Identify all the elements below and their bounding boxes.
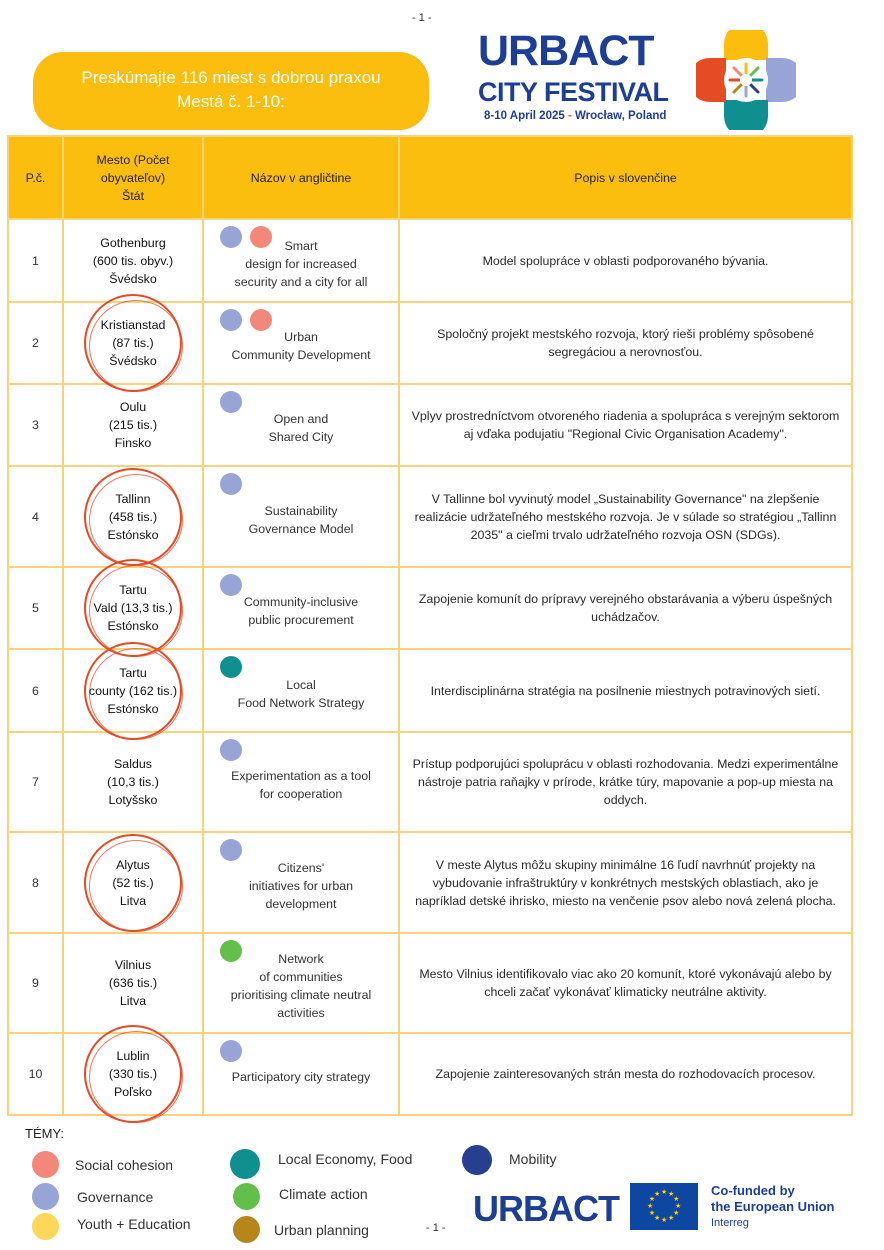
header-pc: P.č. [8,136,63,219]
city-line: (636 tis.) [108,976,158,990]
city-line: Litva [119,893,147,908]
city-line: Gothenburg [100,235,166,250]
legend-label: Governance [77,1189,154,1205]
description-cell: Interdisciplinárna stratégia na posilnenie miestnych potravinových sietí. [399,649,852,732]
row-number: 10 [8,1033,63,1115]
climate-action-theme-icon [220,940,242,962]
governance-theme-icon [220,739,242,761]
city-line: county (162 tis.) [88,683,178,698]
logo-urbact-word: URBACT [478,27,654,75]
eu-star-icon: ★ [648,1210,656,1217]
city-line: Saldus [114,757,152,771]
english-name-cell [203,649,399,732]
youth-education-legend-icon [32,1213,59,1240]
urban-planning-legend-icon [233,1216,260,1243]
city-cell [63,219,203,302]
legend-title: TÉMY: [25,1126,65,1141]
description-cell: Zapojenie komunít do prípravy verejného obstarávania a výberu úspešných uchádzačov. [399,567,852,649]
city-line: Vilnius [114,958,152,972]
social-cohesion-theme-icon [250,309,272,331]
english-name-cell [203,1033,399,1115]
header-name: Názov v angličtine [203,136,399,219]
eu-star-icon: ★ [661,1217,668,1224]
governance-theme-icon [220,473,242,495]
page-number-top: - 1 - [412,12,432,24]
social-cohesion-theme-icon [250,226,272,248]
city-line: Lublin [116,1049,150,1063]
english-name-line: security and a city for all [234,274,368,289]
eu-star-icon: ★ [668,1215,675,1223]
english-name-cell [203,832,399,933]
english-name-cell [203,567,399,649]
table-row [8,466,852,567]
city-line: Kristianstad [100,318,166,332]
festival-flower-icon [696,30,796,130]
city-line: Tartu [119,583,147,597]
header-banner [33,52,429,130]
legend-label: Social cohesion [75,1157,174,1173]
legend-label: Youth + Education [77,1216,191,1232]
header-subtitle: Mestá č. 1-10: [177,92,285,111]
eu-star-icon: ★ [661,1189,668,1196]
city-line: Estónsko [107,701,159,716]
description-cell: Model spolupráce v oblasti podporovaného bývania. [399,219,852,302]
english-name-line: Governance Model [248,521,354,536]
legend-label: Local Economy, Food [278,1151,413,1167]
description-cell: V Tallinne bol vyvinutý model „Sustainability Governance" na zlepšenie realizácie udržateľného mestského rozvoja. Je v súlade so stratégiou „Tallinn 2035" a cieľmi trvalo udržateľného rozvoja OSN (SDGs). [399,466,852,567]
table-row [8,649,852,732]
eu-star-icon: ★ [673,1210,680,1217]
header-title: Preskúmajte 116 miest s dobrou praxou [81,68,381,87]
description-cell: Zapojenie zainteresovaných strán mesta do rozhodovacích procesov. [399,1033,852,1115]
english-name-line: Shared City [268,430,334,444]
english-name-line: Local [286,677,316,692]
english-name-line: Experimentation as a tool [231,769,371,783]
city-line: Finsko [114,436,152,450]
table-row [8,384,852,466]
table-row [8,732,852,832]
english-name-line: Community-inclusive [243,595,359,609]
city-line: (600 tis. obyv.) [92,253,174,268]
header-desc: Popis v slovenčine [399,136,852,219]
table-row [8,1033,852,1115]
eu-star-icon: ★ [673,1196,680,1203]
english-name-line: Open and [273,412,329,426]
city-cell [63,649,203,732]
eu-star-icon: ★ [654,1190,661,1198]
english-name-line: of communities [259,970,343,984]
city-line: Estónsko [107,527,159,542]
city-line: Švédsko [109,354,157,368]
english-name-cell [203,732,399,832]
description-cell: Mesto Vilnius identifikovalo viac ako 20 komunít, ktoré vykonávajú alebo by chceli začať vykonávať klimaticky neutrálne aktivity. [399,933,852,1033]
legend-label: Mobility [509,1151,557,1167]
description-cell: Spoločný projekt mestského rozvoja, ktorý rieši problémy spôsobené segregáciou a nerovnosťou. [399,302,852,384]
city-cell [63,567,203,649]
city-cell [63,732,203,832]
urbact-festival-logo [478,22,818,127]
city-line: Oulu [119,400,147,414]
logo-festival-word: CITY FESTIVAL [478,77,669,107]
logo-date-place: 8-10 April 2025 - Wrocław, Poland [484,110,667,122]
governance-theme-icon [220,391,242,413]
english-name-cell [203,933,399,1033]
eu-star-icon: ★ [668,1190,675,1198]
eu-funding-text: Co-funded by the European Union Interreg [711,1183,835,1229]
eu-flag-icon [630,1183,698,1230]
eu-star-icon: ★ [647,1203,654,1210]
english-name-line: prioritising climate neutral [230,988,372,1002]
city-line: (215 tis.) [108,418,158,432]
english-name-line: initiatives for urban [249,878,353,893]
governance-theme-icon [220,1040,242,1062]
city-line: (87 tis.) [112,336,154,350]
city-line: Lotyšsko [108,793,158,807]
english-name-cell [203,302,399,384]
english-name-line: public procurement [248,613,354,627]
english-name-line: for cooperation [259,787,343,801]
row-number: 3 [8,384,63,466]
row-number: 9 [8,933,63,1033]
english-name-line: Network [278,952,324,966]
row-number: 7 [8,732,63,832]
page-number-bottom: - 1 - [426,1222,446,1234]
city-cell [63,384,203,466]
english-name-line: development [265,896,337,911]
table-row [8,302,852,384]
city-line: (10,3 tis.) [107,775,159,789]
table-row [8,219,852,302]
eu-star-icon: ★ [654,1215,661,1223]
english-name-cell [203,466,399,567]
city-cell [63,302,203,384]
english-name-line: Sustainability [264,503,338,518]
description-cell: V meste Alytus môžu skupiny minimálne 16 ľudí navrhnúť projekty na vybudovanie infraštruktúry v konkrétnych mestských oblastiach, ako je napríklad detské ihrisko, miesto na venčenie psov alebo nová zelená plocha. [399,832,852,933]
english-name-line: activities [277,1006,325,1020]
english-name-line: Urban [284,330,318,344]
governance-theme-icon [220,839,242,861]
description-cell: Vplyv prostredníctvom otvoreného riadenia a spolupráca s verejným sektorom aj vďaka podujatiu "Regional Civic Organisation Academy". [399,384,852,466]
city-line: (330 tis.) [108,1067,158,1081]
climate-action-legend-icon [233,1183,260,1210]
social-cohesion-legend-icon [32,1151,59,1178]
governance-legend-icon [32,1183,59,1210]
description-cell: Prístup podporujúci spoluprácu v oblasti rozhodovania. Medzi experimentálne nástroje patria raňajky v prírode, krátke túry, mapovanie a pop-up miesta na oddych. [399,732,852,832]
city-cell [63,933,203,1033]
row-number: 2 [8,302,63,384]
eu-star-icon: ★ [648,1196,656,1203]
eu-star-icon: ★ [675,1203,682,1210]
table-row [8,832,852,933]
english-name-line: Smart [284,238,318,253]
city-line: (52 tis.) [112,875,154,890]
urbact-footer-logo: URBACT [473,1188,619,1229]
city-line: Poľsko [113,1085,153,1099]
english-name-line: Citizens' [277,860,325,875]
table-row [8,567,852,649]
legend-label: Climate action [279,1186,368,1202]
table-row [8,933,852,1033]
table-header-row [8,136,852,219]
mobility-legend-icon [462,1145,492,1175]
english-name-line: design for increased [245,256,357,271]
row-number: 4 [8,466,63,567]
row-number: 8 [8,832,63,933]
city-cell [63,466,203,567]
city-line: Litva [119,994,147,1008]
city-line: Tallinn [115,491,151,506]
english-name-line: Participatory city strategy [231,1070,371,1084]
english-name-line: Food Network Strategy [237,695,365,710]
city-cell [63,832,203,933]
city-line: Švédsko [109,271,157,286]
cities-table [7,135,853,1116]
city-line: (458 tis.) [108,509,158,524]
english-name-cell [203,219,399,302]
city-line: Vald (13,3 tis.) [93,601,173,615]
header-city: Mesto (Počet obyvateľov) Štát [63,136,203,219]
governance-theme-icon [220,226,242,248]
local-economy-food-legend-icon [230,1149,260,1179]
governance-theme-icon [220,574,242,596]
governance-theme-icon [220,309,242,331]
city-line: Tartu [119,665,147,680]
row-number: 5 [8,567,63,649]
city-cell [63,1033,203,1115]
row-number: 6 [8,649,63,732]
english-name-cell [203,384,399,466]
local-economy-food-theme-icon [220,656,242,678]
row-number: 1 [8,219,63,302]
english-name-line: Community Development [231,348,371,362]
city-line: Estónsko [107,619,159,633]
legend-label: Urban planning [274,1222,369,1238]
city-line: Alytus [116,857,150,872]
